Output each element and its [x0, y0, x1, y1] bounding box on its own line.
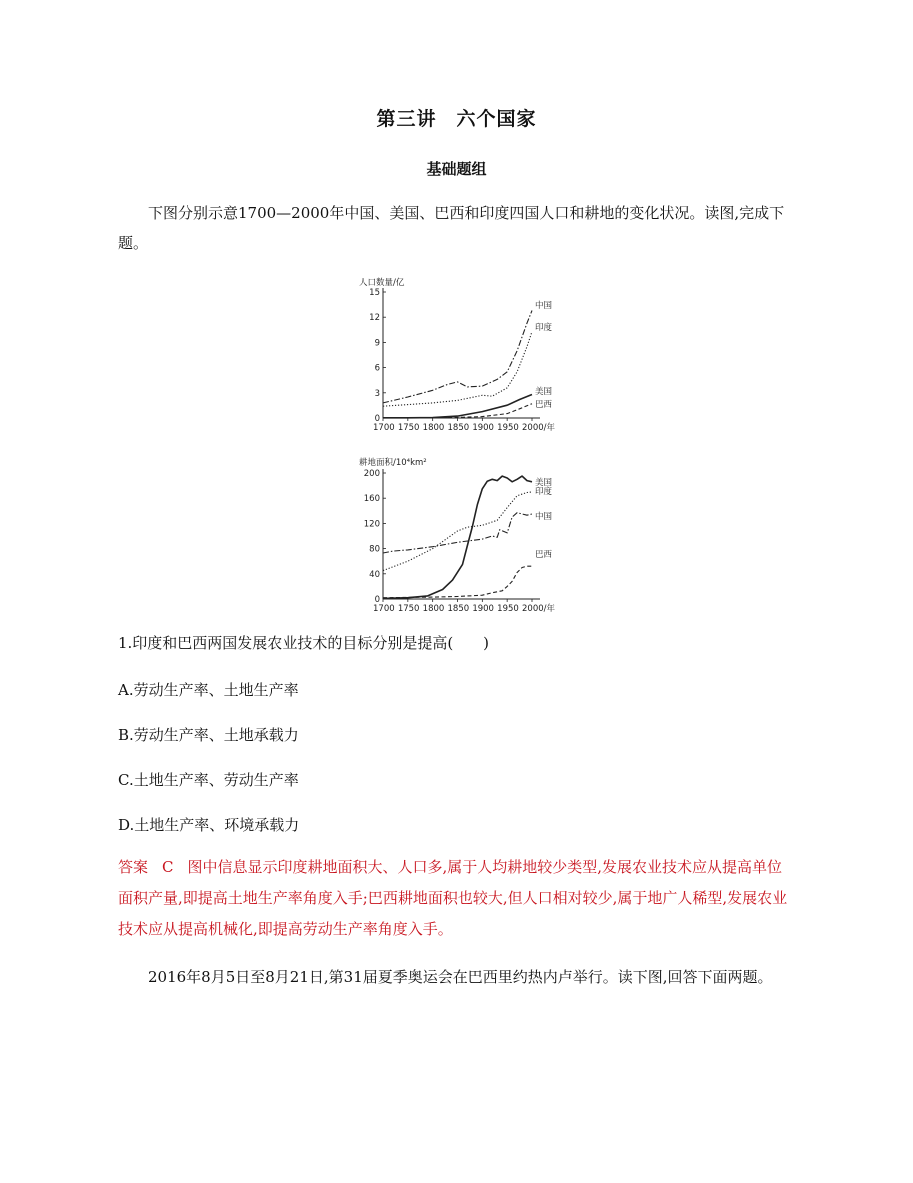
x-tick-label: 1800: [422, 423, 445, 433]
x-tick-label: 1900: [472, 423, 494, 433]
y-tick-label: 40: [369, 569, 380, 580]
y-tick-label: 9: [374, 338, 380, 349]
series-label: 巴西: [535, 550, 553, 560]
y-tick-label: 200: [363, 469, 380, 479]
x-tick-label: 1950: [497, 604, 519, 614]
option-d[interactable]: D.土地生产率、环境承载力: [118, 816, 300, 834]
answer-label: 答案: [118, 858, 149, 876]
y-tick-label: 0: [374, 414, 380, 424]
x-tick-label: 1900: [472, 604, 494, 614]
x-tick-label: 2000/年: [522, 423, 555, 433]
x-tick-label: 1800: [422, 604, 445, 614]
x-tick-label: 1850: [447, 423, 470, 433]
y-tick-label: 160: [363, 494, 380, 505]
answer-explanation: 图中信息显示印度耕地面积大、人口多,属于人均耕地较少类型,发展农业技术应从提高单位面积产量,即提高土地生产率角度入手;巴西耕地面积也较大,但人口相对较少,属于地广人稀型,发展农业技术应从提高机械化,即提高劳动生产率角度入手。: [118, 858, 788, 938]
series-line: [383, 311, 532, 403]
x-tick-label: 1850: [447, 604, 470, 614]
series-line: [383, 566, 532, 598]
x-tick-label: 1750: [397, 423, 420, 433]
series-label: 巴西: [535, 400, 553, 410]
x-tick-label: 1750: [397, 604, 420, 614]
series-label: 印度: [535, 323, 553, 333]
y-tick-label: 3: [374, 388, 380, 399]
section-title: 基础题组: [426, 160, 487, 178]
series-line: [383, 404, 532, 418]
series-label: 美国: [535, 387, 553, 397]
series-line: [383, 395, 532, 418]
y-tick-label: 12: [369, 313, 380, 324]
options-list: [118, 676, 299, 856]
option-c[interactable]: C.土地生产率、劳动生产率: [118, 771, 299, 789]
y-tick-label: 80: [369, 544, 380, 555]
y-tick-label: 15: [369, 288, 380, 298]
x-tick-label: 2000/年: [522, 604, 555, 614]
intro-paragraph: 下图分别示意1700—2000年中国、美国、巴西和印度四国人口和耕地的变化状况。读图,完成下题。: [118, 204, 785, 252]
y-axis-label: 耕地面积/10⁴km²: [359, 458, 427, 468]
page-title: 第三讲 六个国家: [376, 108, 537, 130]
series-line: [383, 332, 532, 407]
x-tick-label: 1950: [497, 423, 519, 433]
series-line: [383, 492, 532, 571]
y-tick-label: 0: [374, 595, 380, 605]
series-label: 中国: [535, 512, 553, 522]
answer-block: [118, 852, 794, 945]
option-a[interactable]: A.劳动生产率、土地生产率: [118, 681, 299, 699]
x-tick-label: 1700: [373, 423, 395, 433]
series-label: 中国: [535, 301, 553, 311]
y-tick-label: 6: [374, 363, 380, 374]
series-line: [383, 513, 532, 553]
series-label: 印度: [535, 487, 553, 497]
question-stem: 1.印度和巴西两国发展农业技术的目标分别是提高( ): [118, 634, 490, 652]
x-tick-label: 1700: [373, 604, 395, 614]
olympics-paragraph: 2016年8月5日至8月21日,第31届夏季奥运会在巴西里约热内卢举行。读下图,回答下面两题。: [148, 968, 773, 986]
y-tick-label: 120: [363, 519, 380, 530]
option-b[interactable]: B.劳动生产率、土地承载力: [118, 726, 299, 744]
series-label: 美国: [535, 478, 553, 488]
y-axis-label: 人口数量/亿: [359, 278, 405, 288]
answer-letter: C: [162, 858, 174, 876]
series-line: [383, 476, 532, 598]
